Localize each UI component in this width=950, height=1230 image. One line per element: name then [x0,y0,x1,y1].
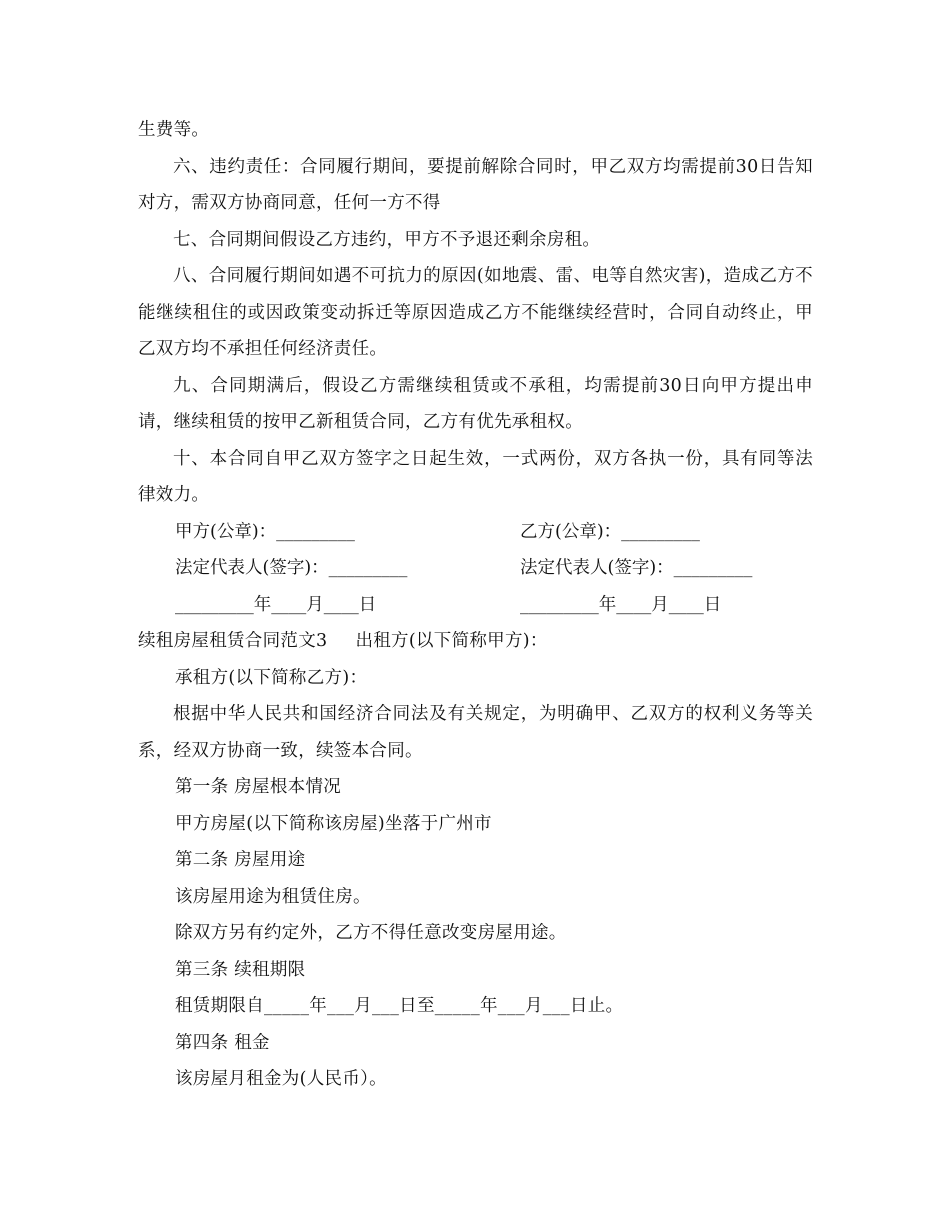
article-3-title: 第三条 续租期限 [175,959,306,980]
paragraph-effective: 十、本合同自甲乙双方签字之日起生效，一式两份，双方各执一份，具有同等法律效力。 [138,448,813,505]
signature-row-representative [138,550,813,587]
signature-row-date [138,587,813,624]
article-1-title: 第一条 房屋根本情况 [175,777,342,797]
signature-row-seal [138,514,813,551]
section-heading [138,623,813,660]
paragraph-breach-rent: 七、合同期间假设乙方违约，甲方不予退还剩余房租。 [173,229,601,250]
paragraph-expiry: 九、合同期满后，假设乙方需继续租赁或不承租，均需提前30日向甲方提出申请，继续租赁的按甲乙新租赁合同，乙方有优先承租权。 [138,375,813,432]
paragraph-continuation: 生费等。 [138,120,210,140]
article-2-title: 第二条 房屋用途 [175,850,306,870]
article-2-body-1: 该房屋用途为租赁住房。 [175,886,371,907]
paragraph-breach-liability: 六、违约责任：合同履行期间，要提前解除合同时，甲乙双方均需提前30日告知对方，需双方协商同意，任何一方不得 [138,156,813,213]
party-b-seal: 乙方(公章)：_________ [520,521,700,542]
party-b-date: _________年____月____日 [520,594,722,615]
document-page [138,112,813,1098]
article-1-body: 甲方房屋(以下简称该房屋)坐落于广州市 [175,813,492,834]
section-title: 续租房屋租赁合同范文3 [138,631,328,651]
article-4-title: 第四条 租金 [175,1032,270,1053]
article-3-body: 租赁期限自_____年___月___日至_____年___月___日止。 [175,996,624,1016]
party-a-representative: 法定代表人(签字)：_________ [175,558,408,578]
party-a-date: _________年____月____日 [175,594,377,615]
lessee-label: 承租方(以下简称乙方)： [175,667,368,688]
lessor-label: 出租方(以下简称甲方)： [355,631,548,651]
party-b-representative: 法定代表人(签字)：_________ [520,558,753,578]
paragraph-intro: 根据中华人民共和国经济合同法及有关规定，为明确甲、乙双方的权利义务等关系，经双方协商一致，续签本合同。 [138,704,813,761]
party-a-seal: 甲方(公章)：_________ [175,521,355,542]
article-4-body: 该房屋月租金为(人民币）。 [175,1069,387,1089]
paragraph-force-majeure: 八、合同履行期间如遇不可抗力的原因(如地震、雷、电等自然灾害)，造成乙方不能继续租住的或因政策变动拆迁等原因造成乙方不能继续经营时，合同自动终止，甲乙双方均不承担任何经济责任。 [138,266,813,359]
article-2-body-2: 除双方另有约定外，乙方不得任意改变房屋用途。 [175,923,567,943]
